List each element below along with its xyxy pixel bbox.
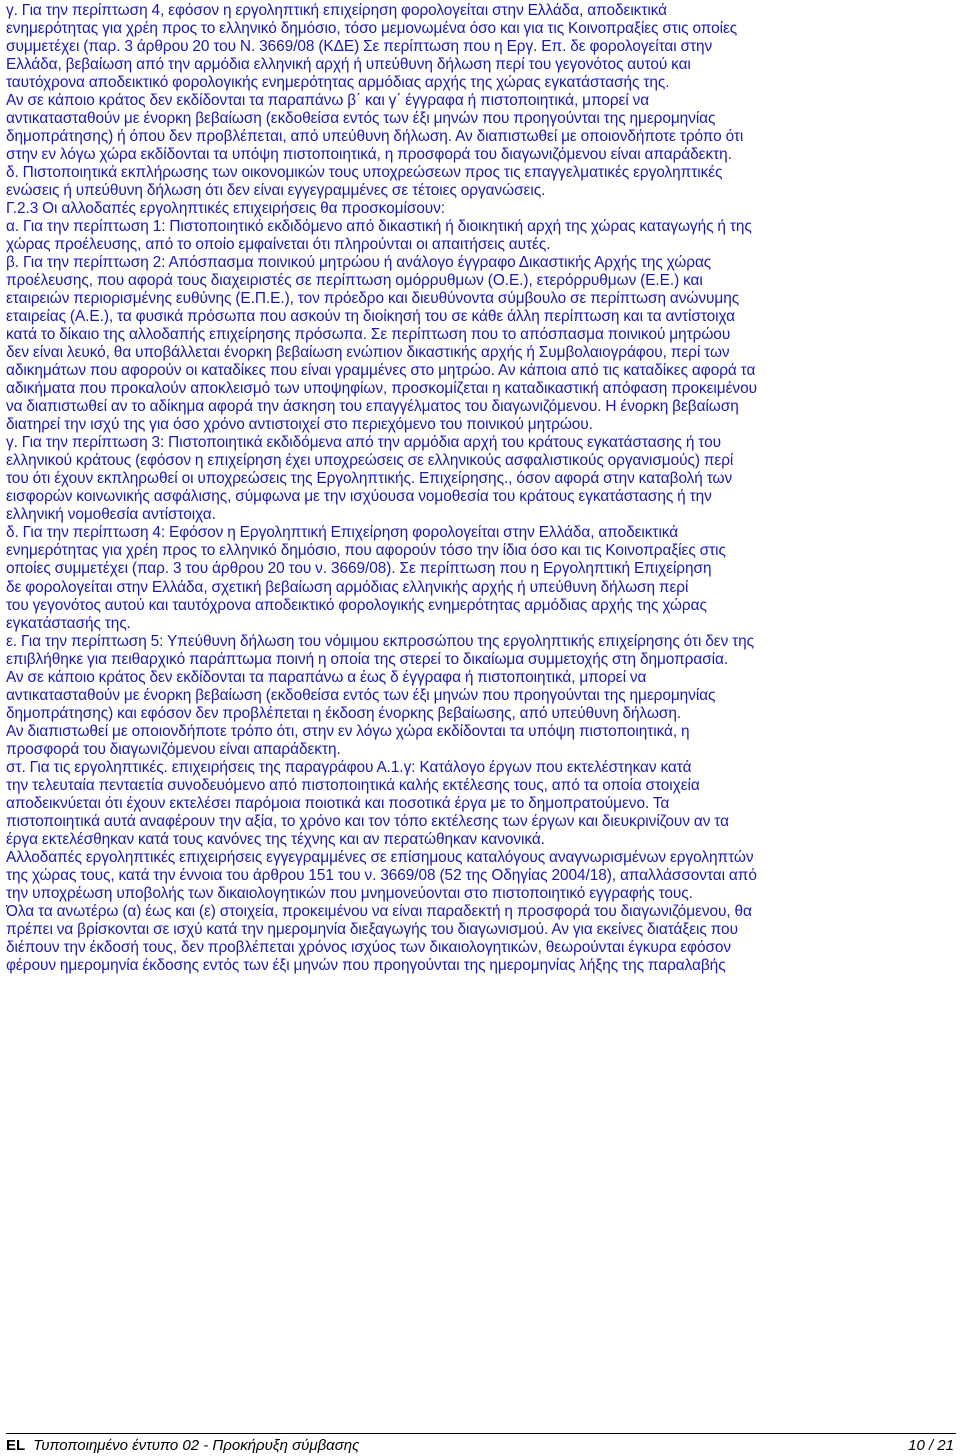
document-line: της χώρας τους, κατά την έννοια του άρθρου 151 του ν. 3669/08 (52 της Οδηγίας 2004/18), απαλλάσσονται από xyxy=(6,866,757,884)
document-line: διατηρεί την ισχύ της για όσο χρόνο αντιστοιχεί στο περιεχόμενο του ποινικού μητρώου. xyxy=(6,416,593,434)
document-line: αδικημάτων που αφορούν οι καταδίκες που είναι γραμμένες στο μητρώο. Αν κάποια από τις καταδίκες αφορά τα xyxy=(6,362,756,380)
footer-divider xyxy=(6,1433,956,1434)
document-line: γ. Για την περίπτωση 4, εφόσον η εργοληπτική επιχείρηση φορολογείται στην Ελλάδα, αποδεικτικά xyxy=(6,2,668,19)
document-line: ελληνική νομοθεσία αντίστοιχα. xyxy=(6,506,216,524)
document-line: φέρουν ημερομηνία έκδοσης εντός των έξι μηνών που προηγούνται της ημερομηνίας λήξης της παραλαβής xyxy=(6,956,726,974)
document-line: δ. Για την περίπτωση 4: Εφόσον η Εργοληπτική Επιχείρηση φορολογείται στην Ελλάδα, αποδεικτικά xyxy=(6,524,679,542)
document-line: εισφορών κοινωνικής ασφάλισης, σύμφωνα με την ισχύουσα νομοθεσία του κράτους εγκατάστασης ή την xyxy=(6,488,712,506)
document-line: Αν σε κάποιο κράτος δεν εκδίδονται τα παραπάνω α έως δ έγγραφα ή πιστοποιητικά, μπορεί να xyxy=(6,668,647,686)
document-line: α. Για την περίπτωση 1: Πιστοποιητικό εκδιδόμενο από δικαστική ή διοικητική αρχή της χώρας καταγωγής ή της xyxy=(6,218,752,236)
document-line: ελληνικού κράτους (εφόσον η επιχείρηση έχει υποχρεώσεις σε ελληνικούς ασφαλιστικούς οργανισμούς) περί xyxy=(6,452,734,470)
document-line: αντικατασταθούν με ένορκη βεβαίωση (εκδοθείσα εντός των έξι μηνών που προηγούνται της ημερομηνίας xyxy=(6,686,716,704)
document-line: να διαπιστωθεί αν το αδίκημα αφορά την άσκηση του επαγγέλματος του διαγωνιζόμενου. Η ένορκη βεβαίωση xyxy=(6,398,739,416)
document-line: ενημερότητας για χρέη προς το ελληνικό δημόσιο, που αφορούν τόσο την ίδια όσο και τις Κοινοπραξίες στις xyxy=(6,542,726,560)
document-line: στ. Για τις εργοληπτικές. επιχειρήσεις της παραγράφου Α.1.γ: Κατάλογο έργων που εκτελέστηκαν κατά xyxy=(6,758,692,776)
document-line: εταιρειών περιορισμένης ευθύνης (Ε.Π.Ε.), τον πρόεδρο και διευθύνοντα σύμβουλο σε περίπτωση ανώνυμης xyxy=(6,290,740,308)
document-line: β. Για την περίπτωση 2: Απόσπασμα ποινικού μητρώου ή ανάλογο έγγραφο Δικαστικής Αρχής της χώρας xyxy=(6,254,712,272)
document-line: διέπουν την έκδοσή τους, δεν προβλέπεται χρόνος ισχύος των δικαιολογητικών, θεωρούνται έγκυρα εφόσον xyxy=(6,938,732,956)
document-line: γ. Για την περίπτωση 3: Πιστοποιητικά εκδιδόμενα από την αρμόδια αρχή του κράτους εγκατάστασης ή του xyxy=(6,434,721,452)
document-line: προσφορά του διαγωνιζόμενου είναι απαράδεκτη. xyxy=(6,740,341,758)
document-line: ε. Για την περίπτωση 5: Υπεύθυνη δήλωση του νόμιμου εκπροσώπου της εργοληπτικής επιχείρησης ότι δεν της xyxy=(6,632,755,650)
document-line: του ότι έχουν εκπληρωθεί οι υποχρεώσεις της Εργοληπτικής. Επιχείρησης., όσον αφορά στην καταβολή των xyxy=(6,470,733,488)
document-line: Αν διαπιστωθεί με οποιονδήποτε τρόπο ότι, στην εν λόγω χώρα εκδίδονται τα υπόψη πιστοποιητικά, η xyxy=(6,722,690,740)
document-line: δ. Πιστοποιητικά εκπλήρωσης των οικονομικών τους υποχρεώσεων προς τις επαγγελματικές εργοληπτικές xyxy=(6,164,723,182)
document-line: Αν σε κάποιο κράτος δεν εκδίδονται τα παραπάνω β΄ και γ΄ έγγραφα ή πιστοποιητικά, μπορεί να xyxy=(6,92,650,110)
document-line: εταιρείας (Α.Ε.), τα φυσικά πρόσωπα που ασκούν τη διοίκησή του σε κάθε άλλη περίπτωση και τα αντίστοιχα xyxy=(6,308,736,326)
document-line: συμμετέχει (παρ. 3 άρθρου 20 του Ν. 3669/08 (ΚΔΕ) Σε περίπτωση που η Εργ. Επ. δε φορολογείται στην xyxy=(6,38,713,56)
document-line: ενώσεις ή υπεύθυνη δήλωση ότι δεν είναι εγγεγραμμένες σε τέτοιες οργανώσεις. xyxy=(6,182,546,200)
document-line: πιστοποιητικά αυτά αναφέρουν την αξία, το χρόνο και τον τόπο εκτέλεσης των έργων και διευκρινίζουν αν τα xyxy=(6,812,729,830)
document-line: Ελλάδα, βεβαίωση από την αρμόδια ελληνική αρχή ή υπεύθυνη δήλωση περί του γεγονότος αυτού και xyxy=(6,56,691,74)
document-line: Γ.2.3 Οι αλλοδαπές εργοληπτικές επιχειρήσεις θα προσκομίσουν: xyxy=(6,200,446,218)
document-line: επιβλήθηκε για πειθαρχικό παράπτωμα ποινή η οποία της στερεί το δικαίωμα συμμετοχής στη δημοπρασία. xyxy=(6,650,729,668)
document-line: ταυτόχρονα αποδεικτικό φορολογικής ενημερότητας αρμόδιας αρχής της χώρας εγκατάστασής της. xyxy=(6,74,670,92)
document-line: του γεγονότος αυτού και ταυτόχρονα αποδεικτικό φορολογικής ενημερότητας αρμόδιας αρχής της χώρας xyxy=(6,596,707,614)
document-line: την υποχρέωση υποβολής των δικαιολογητικών που μνημονεύονται στο πιστοποιητικό εγγραφής τους. xyxy=(6,884,693,902)
document-line: εγκατάστασής της. xyxy=(6,614,131,632)
document-line: πρέπει να βρίσκονται σε ισχύ κατά την ημερομηνία διεξαγωγής του διαγωνισμού. Αν για εκείνες διατάξεις που xyxy=(6,920,738,938)
document-line: έργα εκτελέσθηκαν κατά τους κανόνες της τέχνης και αν περατώθηκαν κανονικά. xyxy=(6,830,545,848)
document-line: δε φορολογείται στην Ελλάδα, σχετική βεβαίωση αρμόδιας ελληνικής αρχής ή υπεύθυνη δήλωση περί xyxy=(6,578,689,596)
document-line: ενημερότητας για χρέη προς το ελληνικό δημόσιο, τόσο μεμονωμένα όσο και για τις Κοινοπραξίες στις οποίες xyxy=(6,20,738,38)
document-line: χώρας προέλευσης, από το οποίο εμφαίνεται ότι πληρούνται οι απαιτήσεις αυτές. xyxy=(6,236,551,254)
document-line: Όλα τα ανωτέρω (α) έως και (ε) στοιχεία, προκειμένου να είναι παραδεκτή η προσφορά του διαγωνιζόμενου, θα xyxy=(6,902,752,920)
footer-page-indicator: 10 / 21 xyxy=(908,1437,954,1454)
footer-left xyxy=(6,1437,359,1454)
document-line: αντικατασταθούν με ένορκη βεβαίωση (εκδοθείσα εντός των έξι μηνών που προηγούνται της ημερομηνίας xyxy=(6,110,716,128)
document-line: κατά το δίκαιο της αλλοδαπής επιχείρησης πρόσωπα. Σε περίπτωση που το απόσπασμα ποινικού μητρώου xyxy=(6,326,731,344)
document-line: δημοπράτησης) ή όπου δεν προβλέπεται, από υπεύθυνη δήλωση. Αν διαπιστωθεί με οποιονδήποτε τρόπο ότι xyxy=(6,128,744,146)
document-body xyxy=(6,2,958,975)
document-line: αποδεικνύεται ότι έχουν εκτελέσει παρόμοια ποιοτικά και ποσοτικά έργα με το δημοπρατούμενο. Τα xyxy=(6,794,670,812)
document-line: οποίες συμμετέχει (παρ. 3 του άρθρου 20 του ν. 3669/08). Σε περίπτωση που η Εργοληπτική Επιχείρηση xyxy=(6,560,712,578)
document-line: Αλλοδαπές εργοληπτικές επιχειρήσεις εγγεγραμμένες σε επίσημους καταλόγους αναγνωρισμένων εργοληπτών xyxy=(6,848,754,866)
document-line: αδικήματα που προκαλούν αποκλεισμό των υποψηφίων, προσκομίζεται η καταδικαστική απόφαση προκειμένου xyxy=(6,380,757,398)
document-line: στην εν λόγω χώρα εκδίδονται τα υπόψη πιστοποιητικά, η προσφορά του διαγωνιζόμενου είναι απαράδεκτη. xyxy=(6,146,732,164)
document-line: την τελευταία πενταετία συνοδευόμενο από πιστοποιητικά καλής εκτέλεσης τους, από τα οποία στοιχεία xyxy=(6,776,700,794)
document-line: δεν είναι λευκό, θα υποβάλλεται ένορκη βεβαίωση ενώπιον δικαστικής αρχής ή Συμβολαιογράφου, περί των xyxy=(6,344,730,362)
footer-document-title: Τυποποιημένο έντυπο 02 - Προκήρυξη σύμβασης xyxy=(33,1437,360,1454)
page-footer xyxy=(0,1422,960,1456)
document-line: δημοπράτησης) και εφόσον δεν προβλέπεται η έκδοση ένορκης βεβαίωσης, από υπεύθυνη δήλωση. xyxy=(6,704,682,722)
document-line: προέλευσης, που αφορά τους διαχειριστές σε περίπτωση ομόρρυθμων (Ο.Ε.), ετερόρρυθμων (Ε.Ε.) και xyxy=(6,272,703,290)
footer-language-code: EL xyxy=(6,1437,26,1454)
